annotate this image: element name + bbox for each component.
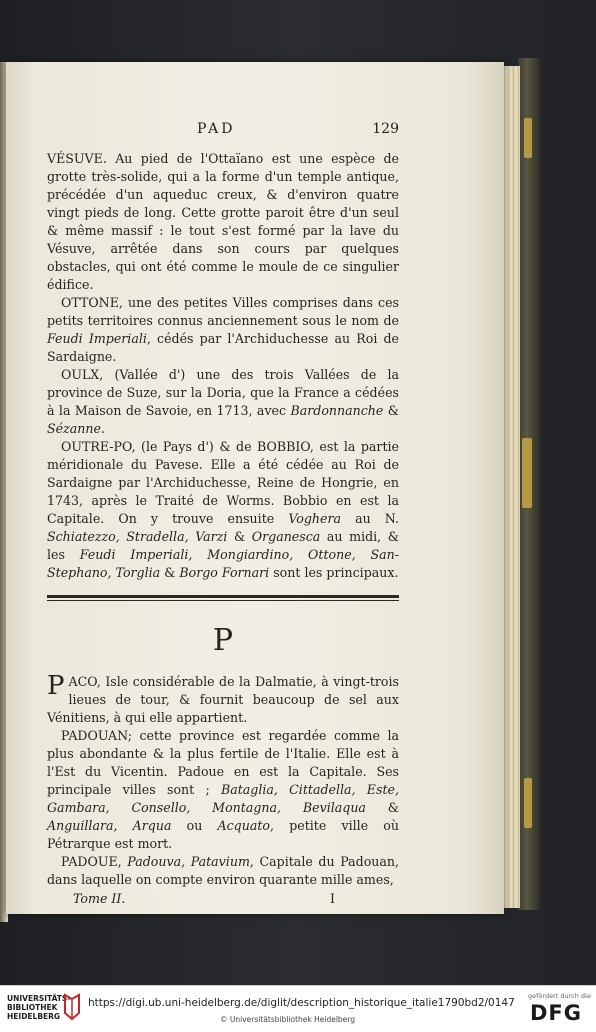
entry-paco	[47, 673, 399, 727]
drop-cap: P	[47, 671, 65, 701]
viewer-banner	[0, 985, 596, 1032]
entry-text: sont les principaux.	[269, 565, 399, 580]
entry-text: &	[160, 565, 180, 580]
entry-italic: Feudi Imperiali, Mongiardino, Ottone, San-Stephano, Torglia	[47, 547, 399, 580]
book-cover-edge	[518, 58, 540, 910]
entry-text: &	[227, 529, 252, 544]
entry-oltrepo	[47, 438, 399, 582]
dfg-logo: DFG	[530, 1001, 583, 1025]
entry-text: , une des petites Villes comprises dans ces petits territoires connus anciennement sous le nom de	[47, 295, 399, 328]
document-url-link[interactable]: https://digi.ub.uni-heidelberg.de/diglit/description_historique_italie1790bd2/0147	[88, 997, 515, 1009]
entry-italic: Voghera	[288, 511, 341, 526]
entry-label: OUTRE-PO	[61, 439, 132, 454]
entry-oulx	[47, 366, 399, 438]
entry-text: , Isle considérable de la Dalmatie, à vingt-trois lieues de tour, & fournit beaucoup de sel aux Vénitiens, à qui elle appartient.	[47, 674, 399, 725]
entry-text: ; cette province est regardée comme la plus abondante & la plus fertile de l'Italie. Elle est à l'Est du Vicentin. Padoue en est la Capitale. Ses principale villes sont ;	[47, 728, 399, 797]
funding-caption: gefördert durch die	[528, 992, 591, 1000]
entry-italic: Sézanne	[47, 421, 101, 436]
entry-italic: Acquato	[217, 818, 271, 833]
entry-text: , petite ville où Pétrarque est mort.	[47, 818, 399, 851]
entry-italic: Bataglia, Cittadella, Este, Gambara, Consello, Montagna, Bevilaqua	[47, 782, 399, 815]
entry-label: ACO	[68, 674, 97, 689]
letter-heading: P	[212, 623, 234, 658]
signature-mark: I	[330, 891, 335, 906]
entry-text: , cédés par l'Archiduchesse au Roi de Sardaigne.	[47, 331, 399, 364]
entry-text: .	[100, 421, 105, 436]
entry-italic: Organesca	[251, 529, 321, 544]
entry-padoue	[47, 853, 399, 889]
running-head	[47, 120, 399, 146]
entry-text: &	[365, 800, 399, 815]
cover-ornament	[524, 778, 532, 828]
entry-text: , (Vallée d') une des trois Vallées de la province de Suze, sur la Doria, que la France a cédées à la Maison de Savoie, en 1713, avec	[47, 367, 399, 418]
running-head-title: PAD	[197, 121, 236, 137]
entry-italic: Bardonnanche	[290, 403, 384, 418]
entry-italic: Anguillara, Arqua	[47, 818, 172, 833]
section-divider	[47, 595, 399, 601]
library-name-line: HEIDELBERG	[7, 1012, 61, 1021]
entry-ottone	[47, 294, 399, 366]
entry-label: VÉSUVE.	[47, 151, 107, 166]
entry-label: PADOUAN	[61, 728, 128, 743]
entry-padouan	[47, 727, 399, 853]
copyright-notice: © Universitätsbibliothek Heidelberg	[220, 1015, 356, 1024]
entry-italic: Borgo Fornari	[179, 565, 270, 580]
entry-vesuve	[47, 150, 399, 294]
library-logo-text	[7, 994, 70, 1021]
page-footer	[47, 890, 399, 908]
entry-text: au N.	[341, 511, 400, 526]
entry-italic: Feudi Imperiali	[47, 331, 147, 346]
library-name-line: UNIVERSITÄTS-	[7, 994, 71, 1003]
page-text	[47, 120, 399, 908]
cover-ornament	[524, 118, 532, 158]
entry-text: ou	[171, 818, 218, 833]
entry-text: &	[383, 403, 399, 418]
entry-text: au midi, & les	[47, 529, 400, 562]
entry-label: OTTONE	[61, 295, 119, 310]
entry-text: , (le Pays d') & de BOBBIO, est la partie méridionale du Pavese. Elle a été cédée au Roi de Sardaigne par l'Archiduchesse, Reine de Hongrie, en 1743, après le Traité de Worms. Bobbio en est la Capitale. On y trouve ensuite	[47, 439, 399, 526]
entry-italic: Schiatezzo, Stradella, Varzi	[47, 529, 228, 544]
entry-label: OULX	[61, 367, 100, 382]
entry-label: PADOUE	[61, 854, 118, 869]
cover-ornament	[522, 438, 532, 508]
volume-label: Tome II.	[73, 891, 126, 906]
page-number: 129	[372, 121, 399, 137]
entry-text: ,	[117, 854, 128, 869]
entry-text: Au pied de l'Ottaïano est une espèce de grotte très-solide, qui a la forme d'un temple antique, précédée d'un aqueduc creux, & d'environ quatre vingt pieds de long. Cette grotte paroit être d'un seul & même massif : le tout s'est formé par la lave du Vésuve, arrêtée dans son cours par quelques obstacles, qui ont été comme le moule de ce singulier édifice.	[47, 151, 399, 292]
entry-italic: Padouva, Patavium	[127, 854, 250, 869]
entry-text: , Capitale du Padouan, dans laquelle on compte environ quarante mille ames,	[47, 854, 400, 887]
library-name-line: BIBLIOTHEK	[7, 1003, 58, 1012]
library-seal-icon	[62, 993, 82, 1021]
